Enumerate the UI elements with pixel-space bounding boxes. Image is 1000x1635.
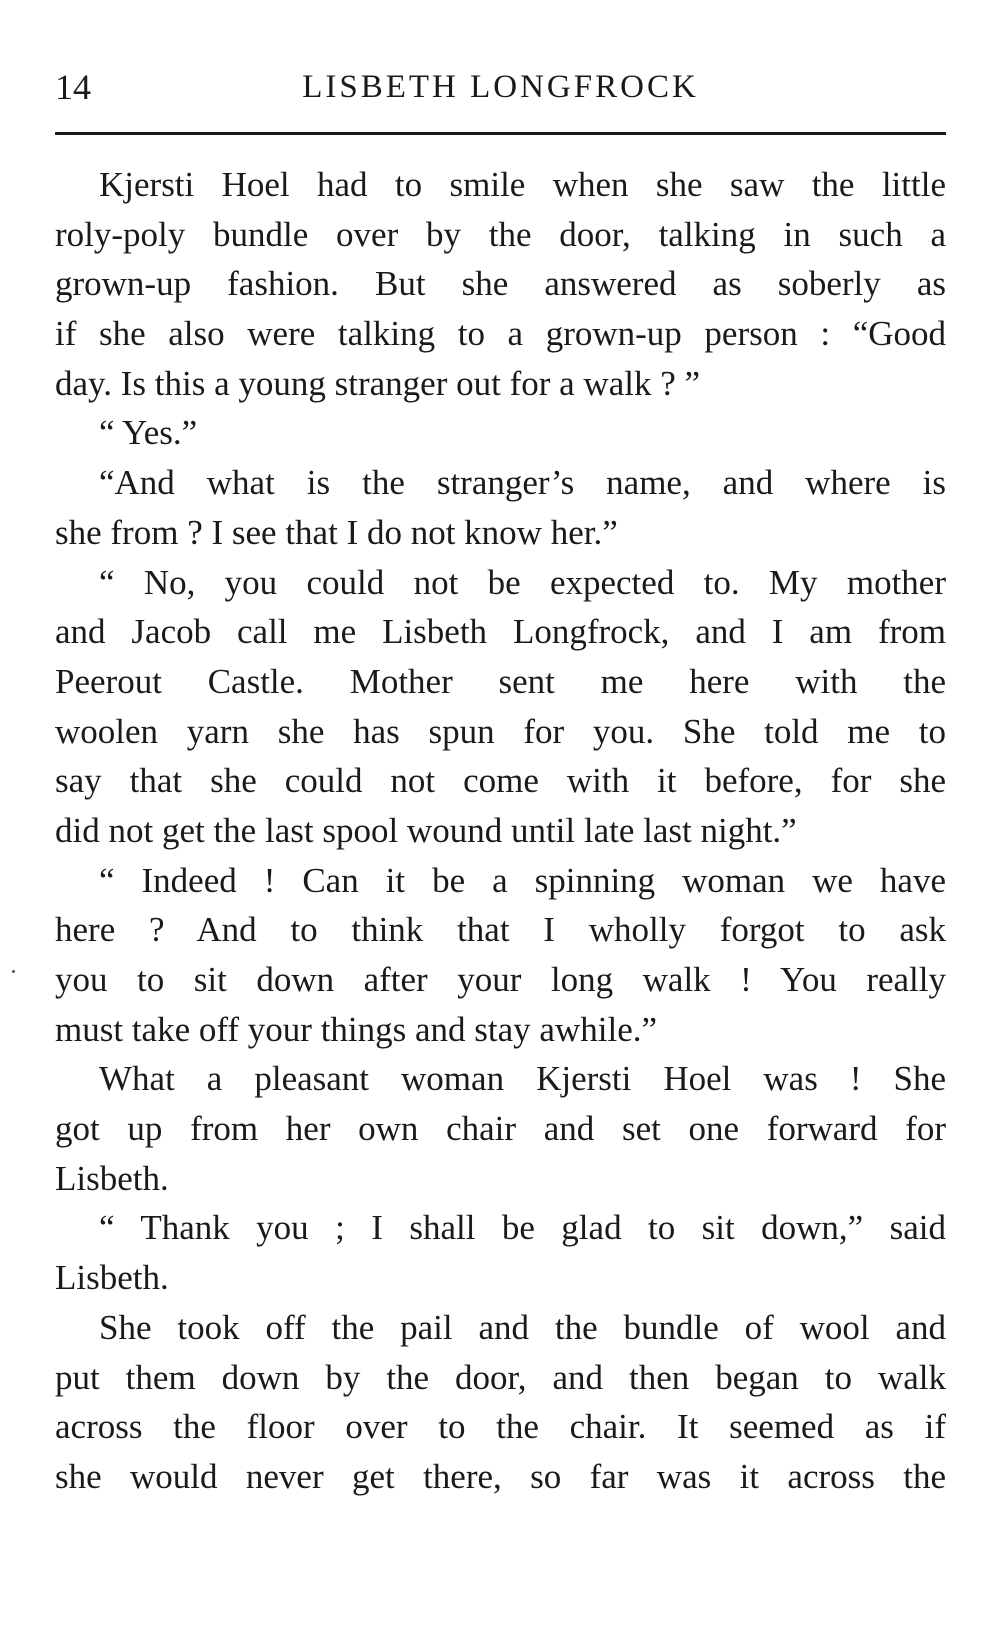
text-line: got up from her own chair and set one forward for <box>55 1109 946 1149</box>
text-line: “And what is the stranger’s name, and where is <box>99 463 946 503</box>
text-line: she would never get there, so far was it across the <box>55 1456 946 1496</box>
text-line: you to sit down after your long walk ! You really <box>55 960 946 999</box>
running-head <box>55 62 946 112</box>
text-line: did not get the last spool wound until late last night.” <box>55 810 797 850</box>
text-line: across the floor over to the chair. It seemed as if <box>55 1407 946 1447</box>
text-line: put them down by the door, and then began to walk <box>55 1357 946 1397</box>
text-line: grown-up fashion. But she answered as soberly as <box>55 264 946 304</box>
header-rule <box>55 132 946 135</box>
text-line: say that she could not come with it before, for she <box>55 761 946 801</box>
text-line: here ? And to think that I wholly forgot to ask <box>55 910 946 950</box>
text-line: if she also were talking to a grown-up person : “Good <box>55 314 946 354</box>
text-line: Kjersti Hoel had to smile when she saw the little <box>99 165 946 204</box>
text-line: “ No, you could not be expected to. My mother <box>99 562 946 602</box>
text-line: Peerout Castle. Mother sent me here with the <box>55 661 946 701</box>
text-line: Lisbeth. <box>55 1258 169 1298</box>
page-number: 14 <box>55 67 91 107</box>
ink-speck <box>12 970 15 973</box>
text-line: she from ? I see that I do not know her.” <box>55 512 618 552</box>
text-line: woolen yarn she has spun for you. She told me to <box>55 711 946 751</box>
text-line: must take off your things and stay awhile.” <box>55 1009 658 1049</box>
text-line: What a pleasant woman Kjersti Hoel was ! She <box>99 1059 946 1099</box>
text-line: Lisbeth. <box>55 1158 169 1198</box>
running-title: LISBETH LONGFROCK <box>302 69 699 105</box>
text-line: day. Is this a young stranger out for a walk ? ” <box>55 363 701 403</box>
text-line: She took off the pail and the bundle of wool and <box>99 1307 946 1347</box>
text-line: roly-poly bundle over by the door, talking in such a <box>55 214 946 254</box>
text-line: “ Thank you ; I shall be glad to sit down,” said <box>99 1208 946 1248</box>
text-line: “ Yes.” <box>99 413 198 453</box>
text-line: “ Indeed ! Can it be a spinning woman we have <box>99 860 946 900</box>
body-text <box>55 160 946 1502</box>
text-line: and Jacob call me Lisbeth Longfrock, and I am from <box>55 612 946 652</box>
